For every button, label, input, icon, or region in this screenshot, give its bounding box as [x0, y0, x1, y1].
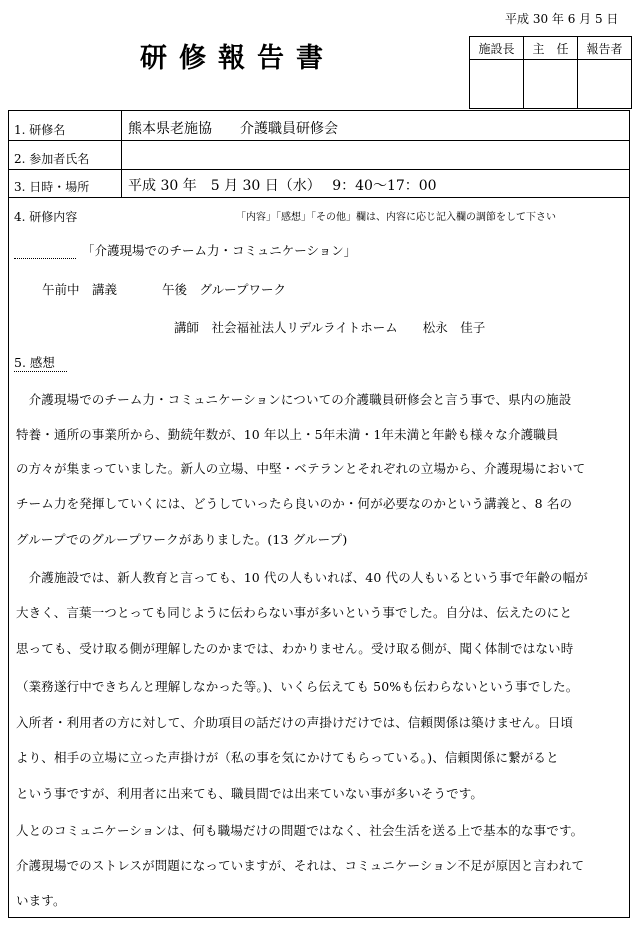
impression-line: 介護施設では、新人教育と言っても、10 代の人もいれば、40 代の人もいるという事で年齢の幅が: [16, 570, 588, 585]
impression-line: 大きく、言葉一つとっても同じように伝わらない事が多いという事でした。自分は、伝えたのにと: [16, 605, 573, 620]
impression-line: （業務遂行中できちんと理解しなかった等。)、いくら伝えても 50%も伝わらないという事でした。: [16, 679, 579, 694]
report-date: 平成 30 年 6 月 5 日: [505, 12, 619, 26]
impression-line: の方々が集まっていました。新人の立場、中堅・ベテランとそれぞれの立場から、介護現場において: [16, 461, 586, 476]
impression-line: 入所者・利用者の方に対して、介助項目の話だけの声掛けだけでは、信頼関係は築けません。日頃: [16, 715, 574, 730]
impression-line: 特養・通所の事業所から、勤続年数が、10 年以上・5年未満・1年未満と年齢も様々な介護職員: [16, 427, 559, 442]
impression-line: 介護現場でのストレスが問題になっていますが、それは、コミュニケーション不足が原因と言われて: [16, 858, 585, 873]
training-name-row: [9, 111, 629, 141]
training-name-value[interactable]: 熊本県老施協 介護職員研修会: [128, 121, 338, 137]
impression-line: より、相手の立場に立った声掛けが（私の事を気にかけてもらっている。)、信頼関係に繋がると: [16, 750, 559, 765]
impression-line: 思っても、受け取る側が理解したのかまでは、わかりません。受け取る側が、聞く体制ではない時: [16, 641, 574, 656]
impression-line: チーム力を発揮していくには、どうしていったら良いのか・何が必要なのかという講義と、8 名の: [16, 496, 573, 511]
schedule-morning: 午前中 講義: [42, 282, 118, 297]
datetime-value[interactable]: 平成 30 年 5 月 30 日（水） 9：40〜17：00: [128, 178, 437, 194]
lecturer-info: 講師 社会福祉法人リデルライトホーム 松永 佳子: [174, 320, 486, 335]
datetime-row: [9, 169, 629, 198]
approval-box-reporter[interactable]: [578, 60, 632, 109]
participant-row: [9, 140, 629, 170]
schedule-afternoon: 午後 グループワーク: [162, 282, 287, 297]
training-name-label: 1. 研修名: [14, 123, 66, 137]
impression-line: います。: [16, 893, 66, 908]
topic-text: 「介護現場でのチーム力・コミュニケーション」: [82, 243, 357, 258]
impression-line: 介護現場でのチーム力・コミュニケーションについての介護職員研修会と言う事で、県内の施設: [16, 392, 572, 407]
approval-header-reporter: 報告者: [578, 37, 632, 60]
participant-label: 2. 参加者氏名: [14, 152, 90, 166]
training-topic: [14, 241, 356, 259]
approval-header-chief: 主 任: [524, 37, 578, 60]
content-label: 4. 研修内容: [14, 210, 78, 224]
impressions-label: 5. 感想: [14, 353, 67, 372]
report-form: [8, 110, 630, 918]
impression-line: という事ですが、利用者に出来ても、職員間では出来ていない事が多いそうです。: [16, 786, 484, 801]
approval-stamp-table: [469, 36, 632, 109]
impression-line: グループでのグループワークがありました。(13 グループ): [16, 532, 348, 547]
datetime-label: 3. 日時・場所: [14, 180, 90, 194]
page-title: 研修報告書: [140, 43, 335, 74]
approval-box-chief[interactable]: [524, 60, 578, 109]
approval-header-director: 施設長: [470, 37, 524, 60]
content-note: 「内容」「感想」「その他」欄は、内容に応じ記入欄の調節をして下さい: [236, 212, 556, 223]
impression-line: 人とのコミュニケーションは、何も職場だけの問題ではなく、社会生活を送る上で基本的な事です。: [16, 823, 584, 838]
approval-box-director[interactable]: [470, 60, 524, 109]
topic-dotted-line: [14, 258, 76, 259]
